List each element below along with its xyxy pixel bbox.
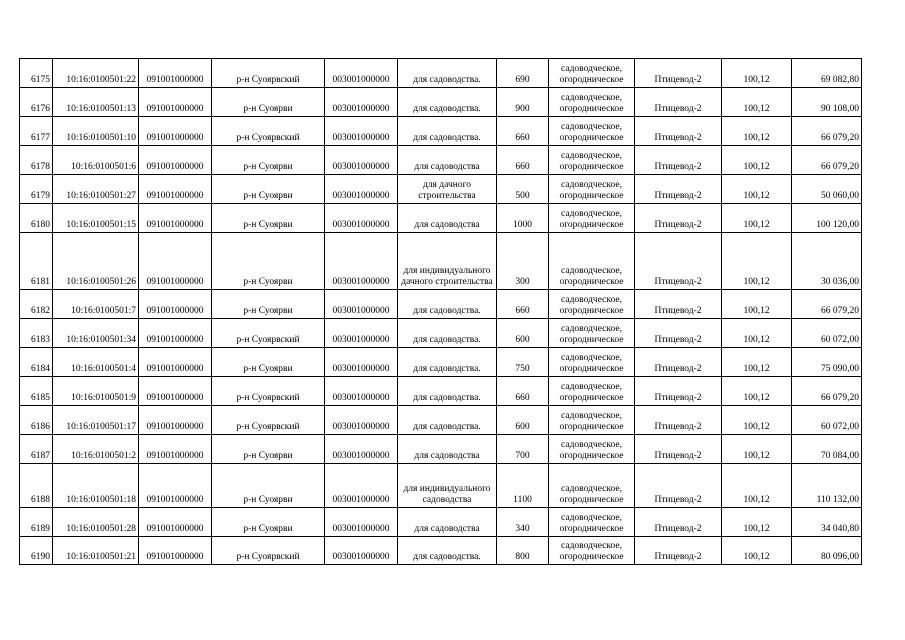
use-category-cell: садоводческое, огородническое: [549, 537, 635, 565]
permitted-use-cell: для индивидуального садоводства: [398, 464, 497, 508]
cadastral-value-cell: 70 084,00: [792, 435, 862, 464]
oktmo-code-cell: 003001000000: [325, 406, 398, 435]
cadastral-rate-cell: 100,12: [722, 59, 792, 88]
cadastral-number-cell: 10:16:0100501:18: [53, 464, 139, 508]
area-cell: 690: [497, 59, 549, 88]
use-category-cell: садоводческое, огородническое: [549, 146, 635, 175]
area-cell: 660: [497, 377, 549, 406]
district-cell: р-н Суоярвский: [212, 117, 325, 146]
cadastral-number-cell: 10:16:0100501:7: [53, 290, 139, 319]
cadastral-rate-cell: 100,12: [722, 348, 792, 377]
permitted-use-cell: для садоводства.: [398, 348, 497, 377]
cadastral-value-cell: 66 079,20: [792, 290, 862, 319]
table-row: [20, 175, 862, 204]
oktmo-code-cell: 003001000000: [325, 464, 398, 508]
use-category-cell: садоводческое, огородническое: [549, 290, 635, 319]
use-category-cell: садоводческое, огородническое: [549, 175, 635, 204]
use-category-cell: садоводческое, огородническое: [549, 377, 635, 406]
cadastral-number-cell: 10:16:0100501:17: [53, 406, 139, 435]
permitted-use-cell: для садоводства.: [398, 377, 497, 406]
land-plots-table: [19, 58, 862, 565]
district-cell: р-н Суоярвский: [212, 537, 325, 565]
association-cell: Птицевод-2: [635, 175, 722, 204]
area-cell: 1000: [497, 204, 549, 233]
oktmo-code-cell: 003001000000: [325, 59, 398, 88]
cadastral-value-cell: 69 082,80: [792, 59, 862, 88]
association-cell: Птицевод-2: [635, 348, 722, 377]
association-cell: Птицевод-2: [635, 464, 722, 508]
use-category-cell: садоводческое, огородническое: [549, 88, 635, 117]
row-number-cell: 6189: [20, 508, 53, 537]
association-cell: Птицевод-2: [635, 435, 722, 464]
okato-code-cell: 091001000000: [139, 290, 212, 319]
cadastral-rate-cell: 100,12: [722, 175, 792, 204]
area-cell: 660: [497, 117, 549, 146]
oktmo-code-cell: 003001000000: [325, 537, 398, 565]
okato-code-cell: 091001000000: [139, 464, 212, 508]
table-row: [20, 146, 862, 175]
okato-code-cell: 091001000000: [139, 406, 212, 435]
association-cell: Птицевод-2: [635, 204, 722, 233]
table-row: [20, 233, 862, 290]
row-number-cell: 6184: [20, 348, 53, 377]
row-number-cell: 6186: [20, 406, 53, 435]
cadastral-rate-cell: 100,12: [722, 435, 792, 464]
table-row: [20, 508, 862, 537]
cadastral-number-cell: 10:16:0100501:9: [53, 377, 139, 406]
permitted-use-cell: для индивидуального дачного строительства: [398, 233, 497, 290]
cadastral-number-cell: 10:16:0100501:21: [53, 537, 139, 565]
okato-code-cell: 091001000000: [139, 117, 212, 146]
permitted-use-cell: для садоводства.: [398, 290, 497, 319]
okato-code-cell: 091001000000: [139, 88, 212, 117]
permitted-use-cell: для садоводства: [398, 435, 497, 464]
okato-code-cell: 091001000000: [139, 319, 212, 348]
area-cell: 700: [497, 435, 549, 464]
row-number-cell: 6178: [20, 146, 53, 175]
cadastral-rate-cell: 100,12: [722, 146, 792, 175]
row-number-cell: 6176: [20, 88, 53, 117]
district-cell: р-н Суоярви: [212, 435, 325, 464]
use-category-cell: садоводческое, огородническое: [549, 59, 635, 88]
cadastral-number-cell: 10:16:0100501:22: [53, 59, 139, 88]
cadastral-value-cell: 80 096,00: [792, 537, 862, 565]
row-number-cell: 6180: [20, 204, 53, 233]
okato-code-cell: 091001000000: [139, 508, 212, 537]
association-cell: Птицевод-2: [635, 233, 722, 290]
oktmo-code-cell: 003001000000: [325, 319, 398, 348]
cadastral-rate-cell: 100,12: [722, 117, 792, 146]
cadastral-rate-cell: 100,12: [722, 319, 792, 348]
table-row: [20, 204, 862, 233]
permitted-use-cell: для дачного строительства: [398, 175, 497, 204]
area-cell: 500: [497, 175, 549, 204]
row-number-cell: 6179: [20, 175, 53, 204]
okato-code-cell: 091001000000: [139, 59, 212, 88]
okato-code-cell: 091001000000: [139, 348, 212, 377]
association-cell: Птицевод-2: [635, 290, 722, 319]
cadastral-number-cell: 10:16:0100501:6: [53, 146, 139, 175]
area-cell: 750: [497, 348, 549, 377]
cadastral-rate-cell: 100,12: [722, 233, 792, 290]
permitted-use-cell: для садоводства: [398, 146, 497, 175]
oktmo-code-cell: 003001000000: [325, 348, 398, 377]
cadastral-rate-cell: 100,12: [722, 508, 792, 537]
association-cell: Птицевод-2: [635, 377, 722, 406]
oktmo-code-cell: 003001000000: [325, 175, 398, 204]
district-cell: р-н Суоярвский: [212, 59, 325, 88]
table-row: [20, 537, 862, 565]
cadastral-number-cell: 10:16:0100501:34: [53, 319, 139, 348]
table-row: [20, 377, 862, 406]
cadastral-value-cell: 30 036,00: [792, 233, 862, 290]
district-cell: р-н Суоярви: [212, 508, 325, 537]
area-cell: 900: [497, 88, 549, 117]
cadastral-value-cell: 66 079,20: [792, 117, 862, 146]
cadastral-rate-cell: 100,12: [722, 88, 792, 117]
use-category-cell: садоводческое, огородническое: [549, 319, 635, 348]
oktmo-code-cell: 003001000000: [325, 88, 398, 117]
cadastral-rate-cell: 100,12: [722, 464, 792, 508]
area-cell: 660: [497, 290, 549, 319]
oktmo-code-cell: 003001000000: [325, 204, 398, 233]
table-row: [20, 406, 862, 435]
okato-code-cell: 091001000000: [139, 537, 212, 565]
row-number-cell: 6188: [20, 464, 53, 508]
permitted-use-cell: для садоводства.: [398, 406, 497, 435]
cadastral-value-cell: 50 060,00: [792, 175, 862, 204]
cadastral-number-cell: 10:16:0100501:26: [53, 233, 139, 290]
use-category-cell: садоводческое, огородническое: [549, 117, 635, 146]
cadastral-value-cell: 60 072,00: [792, 406, 862, 435]
cadastral-value-cell: 34 040,80: [792, 508, 862, 537]
oktmo-code-cell: 003001000000: [325, 377, 398, 406]
association-cell: Птицевод-2: [635, 406, 722, 435]
association-cell: Птицевод-2: [635, 319, 722, 348]
oktmo-code-cell: 003001000000: [325, 233, 398, 290]
cadastral-value-cell: 66 079,20: [792, 377, 862, 406]
cadastral-value-cell: 66 079,20: [792, 146, 862, 175]
oktmo-code-cell: 003001000000: [325, 146, 398, 175]
cadastral-number-cell: 10:16:0100501:4: [53, 348, 139, 377]
association-cell: Птицевод-2: [635, 508, 722, 537]
permitted-use-cell: для садоводства.: [398, 59, 497, 88]
cadastral-value-cell: 100 120,00: [792, 204, 862, 233]
cadastral-number-cell: 10:16:0100501:27: [53, 175, 139, 204]
table-row: [20, 464, 862, 508]
cadastral-value-cell: 75 090,00: [792, 348, 862, 377]
permitted-use-cell: для садоводства.: [398, 319, 497, 348]
oktmo-code-cell: 003001000000: [325, 290, 398, 319]
cadastral-number-cell: 10:16:0100501:28: [53, 508, 139, 537]
permitted-use-cell: для садоводства: [398, 204, 497, 233]
table-row: [20, 88, 862, 117]
use-category-cell: садоводческое, огородническое: [549, 406, 635, 435]
use-category-cell: садоводческое, огородническое: [549, 204, 635, 233]
cadastral-value-cell: 110 132,00: [792, 464, 862, 508]
use-category-cell: садоводческое, огородническое: [549, 348, 635, 377]
table-row: [20, 59, 862, 88]
table-row: [20, 319, 862, 348]
association-cell: Птицевод-2: [635, 117, 722, 146]
district-cell: р-н Суоярви: [212, 348, 325, 377]
area-cell: 600: [497, 319, 549, 348]
row-number-cell: 6185: [20, 377, 53, 406]
row-number-cell: 6187: [20, 435, 53, 464]
association-cell: Птицевод-2: [635, 537, 722, 565]
table-body: [20, 59, 862, 565]
cadastral-number-cell: 10:16:0100501:13: [53, 88, 139, 117]
row-number-cell: 6183: [20, 319, 53, 348]
cadastral-number-cell: 10:16:0100501:15: [53, 204, 139, 233]
use-category-cell: садоводческое, огородническое: [549, 464, 635, 508]
cadastral-number-cell: 10:16:0100501:10: [53, 117, 139, 146]
okato-code-cell: 091001000000: [139, 204, 212, 233]
okato-code-cell: 091001000000: [139, 146, 212, 175]
district-cell: р-н Суоярвский: [212, 406, 325, 435]
area-cell: 300: [497, 233, 549, 290]
cadastral-rate-cell: 100,12: [722, 406, 792, 435]
cadastral-rate-cell: 100,12: [722, 377, 792, 406]
use-category-cell: садоводческое, огородническое: [549, 233, 635, 290]
district-cell: р-н Суоярви: [212, 88, 325, 117]
row-number-cell: 6175: [20, 59, 53, 88]
oktmo-code-cell: 003001000000: [325, 435, 398, 464]
row-number-cell: 6182: [20, 290, 53, 319]
permitted-use-cell: для садоводства.: [398, 537, 497, 565]
row-number-cell: 6190: [20, 537, 53, 565]
use-category-cell: садоводческое, огородническое: [549, 435, 635, 464]
association-cell: Птицевод-2: [635, 146, 722, 175]
district-cell: р-н Суоярви: [212, 175, 325, 204]
okato-code-cell: 091001000000: [139, 175, 212, 204]
okato-code-cell: 091001000000: [139, 233, 212, 290]
area-cell: 340: [497, 508, 549, 537]
oktmo-code-cell: 003001000000: [325, 508, 398, 537]
cadastral-value-cell: 90 108,00: [792, 88, 862, 117]
area-cell: 660: [497, 146, 549, 175]
use-category-cell: садоводческое, огородническое: [549, 508, 635, 537]
cadastral-number-cell: 10:16:0100501:2: [53, 435, 139, 464]
district-cell: р-н Суоярвский: [212, 319, 325, 348]
district-cell: р-н Суоярви: [212, 146, 325, 175]
cadastral-value-cell: 60 072,00: [792, 319, 862, 348]
district-cell: р-н Суоярви: [212, 290, 325, 319]
district-cell: р-н Суоярви: [212, 233, 325, 290]
permitted-use-cell: для садоводства: [398, 508, 497, 537]
cadastral-rate-cell: 100,12: [722, 290, 792, 319]
district-cell: р-н Суоярви: [212, 204, 325, 233]
permitted-use-cell: для садоводства.: [398, 88, 497, 117]
table-row: [20, 435, 862, 464]
permitted-use-cell: для садоводства.: [398, 117, 497, 146]
area-cell: 1100: [497, 464, 549, 508]
row-number-cell: 6181: [20, 233, 53, 290]
table-row: [20, 117, 862, 146]
oktmo-code-cell: 003001000000: [325, 117, 398, 146]
area-cell: 800: [497, 537, 549, 565]
district-cell: р-н Суоярви: [212, 464, 325, 508]
association-cell: Птицевод-2: [635, 88, 722, 117]
table-row: [20, 290, 862, 319]
district-cell: р-н Суоярвский: [212, 377, 325, 406]
okato-code-cell: 091001000000: [139, 377, 212, 406]
table-row: [20, 348, 862, 377]
cadastral-rate-cell: 100,12: [722, 537, 792, 565]
okato-code-cell: 091001000000: [139, 435, 212, 464]
row-number-cell: 6177: [20, 117, 53, 146]
cadastral-rate-cell: 100,12: [722, 204, 792, 233]
association-cell: Птицевод-2: [635, 59, 722, 88]
area-cell: 600: [497, 406, 549, 435]
